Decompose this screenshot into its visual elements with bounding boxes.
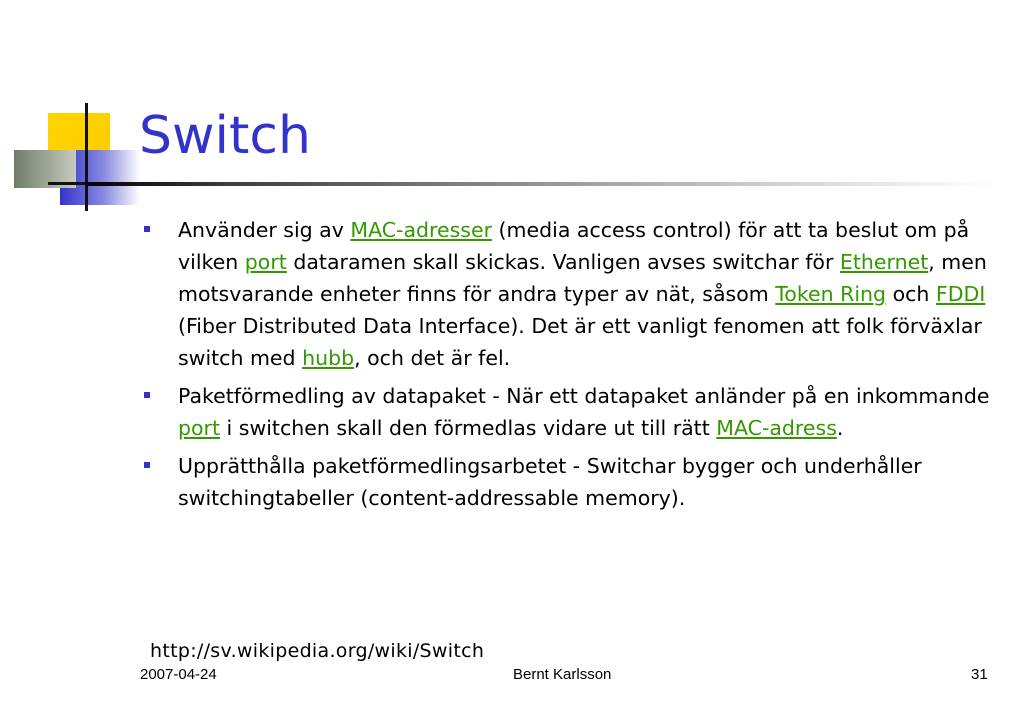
link[interactable]: port [244,250,287,274]
source-url: http://sv.wikipedia.org/wiki/Switch [150,640,485,662]
bullet-text: Paketförmedling av datapaket - När ett datapaket anländer på en inkommande [178,384,990,408]
vertical-line [85,103,88,211]
bullet-text: och [886,282,936,306]
bullet-text: , och det är fel. [354,346,511,370]
bullet-text: (media access control) för att ta beslut om på vilken [178,218,970,274]
bullet-text: Använder sig av [178,218,351,242]
bullet-item [140,450,1010,514]
footer-author: Bernt Karlsson [513,666,612,683]
link[interactable]: Token Ring [775,282,887,306]
link[interactable]: Ethernet [839,250,929,274]
bullet-text: dataramen skall skickas. Vanligen avses switchar för [286,250,840,274]
link[interactable]: hubb [302,346,355,370]
bullet-text: . [836,416,844,440]
link[interactable]: port [178,416,221,440]
bullet-text: Upprätthålla paketförmedlingsarbetet - Switchar bygger och underhåller switchingtabeller (content-addressable memory). [178,454,922,510]
bullet-marker-icon [144,462,150,468]
slide-title: Switch [139,106,311,166]
corner-decoration [0,0,160,230]
bullet-item [140,380,1010,444]
link[interactable]: MAC-adresser [350,218,493,242]
bullet-item [140,214,1010,374]
bullet-text: (Fiber Distributed Data Interface). Det är ett vanligt fenomen att folk förväxlar switch med [178,314,982,370]
bullet-marker-icon [144,226,150,232]
footer-date: 2007-04-24 [140,666,217,683]
horizontal-line [48,182,88,185]
link[interactable]: FDDI [935,282,986,306]
bullet-text: i switchen skall den förmedlas vidare ut till rätt [220,416,717,440]
bullet-text: , men motsvarande enheter finns för andra typer av nät, såsom [178,250,987,306]
bullet-marker-icon [144,392,150,398]
link[interactable]: MAC-adress [716,416,837,440]
bullet-list [140,214,1010,520]
page-number: 31 [971,666,988,683]
title-divider [85,182,995,186]
